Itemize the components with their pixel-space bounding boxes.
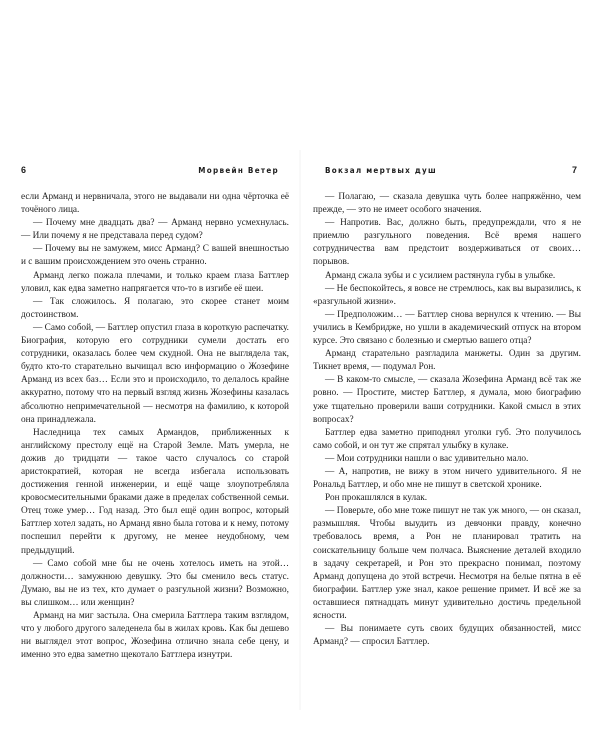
paragraph: — Полагаю, — сказала девушка чуть более напряжённо, чем прежде, — это не имеет особого значения. (313, 192, 581, 216)
paragraph: Арманд на миг застыла. Она смерила Баттлера таким взглядом, что у любого другого заледенела бы в жилах кровь. Как бы дешево ни выглядел этот вопрос, Жозефина отлично знала себе цену, и именно это едва заметно щекотало Баттлера изнутри. (21, 611, 289, 661)
left-page-body (21, 191, 289, 662)
right-page-body (313, 191, 581, 649)
left-running-head: Морвейн Ветер (198, 166, 279, 175)
paragraph: — Почему мне двадцать два? — Арманд нервно усмехнулась. — Или почему я не представала перед судом? (21, 218, 289, 242)
paragraph: — А, напротив, не вижу в этом ничего удивительного. Я не Рональд Баттлер, и обо мне не пишут в светской хронике. (313, 466, 581, 491)
paragraph: Арманд сжала зубы и с усилием растянула губы в улыбке. (325, 270, 556, 281)
book-spine-shadow (299, 150, 301, 710)
right-page (313, 164, 581, 649)
paragraph: — В каком-то смысле, — сказала Жозефина Арманд всё так же ровно. — Простите, мистер Баттлер, я думала, мою биографию уже тщательно проверили ваши сотрудники. Какой смысл в этих вопросах? (313, 375, 581, 425)
paragraph: Арманд легко пожала плечами, и только краем глаза Баттлер уловил, как едва заметно напрягается что-то в изгибе её шеи. (21, 270, 289, 294)
paragraph: — Мои сотрудники нашли о вас удивительно мало. (325, 453, 529, 464)
paragraph: — Само собой мне бы не очень хотелось иметь на этой… должности… замужнюю девушку. Это бы сменило весь статус. Думаю, вы не из тех, кто думает о разгульной жизни? Возможно, вы слишком… или женщин? (21, 558, 289, 608)
paragraph: — Поверьте, обо мне тоже пишут не так уж много, — он сказал, размышляя. Чтобы выудить из девчонки правду, конечно требовалось время, а Рон не планировал тратить на соискательницу больше чем полчаса. Выяснение деталей входило в задачу секретарей, и Рон это прекрасно понимал, поэтому Арманд допущена до этой встречи. Несмотря на белые пятна в её биографии. Баттлер уже знал, какое решение примет. И всё же за оставшиеся пятнадцать минут удивительно достичь предельной ясности. (313, 506, 581, 621)
left-page-header (21, 164, 289, 178)
paragraph: — Почему вы не замужем, мисс Арманд? С вашей внешностью и с вашим происхождением это очень странно. (21, 244, 289, 268)
paragraph: — Вы понимаете суть своих будущих обязанностей, мисс Арманд? — спросил Баттлер. (313, 624, 581, 648)
paragraph: — Так сложилось. Я полагаю, это скорее станет моим достоинством. (21, 296, 289, 320)
right-page-header (313, 164, 581, 178)
paragraph: Наследница тех самых Армандов, приближенных к английскому престолу ещё на Старой Земле. Мать умерла, не дожив до тридцати — такое часто случалось со старой аристократией, которая не всегда избегала использовать достижения генной инженерии, и ещё чаще злоупотребляла кровосмесительными браками даже в пределах собственной семьи. Отец тоже умер… Год назад. Это был ещё один вопрос, который Баттлер хотел задать, но Арманд явно была готова и к нему, потому поспешил перейти к другому, не менее неудобному, чем предыдущий. (21, 427, 289, 556)
right-running-head: Вокзал мертвых душ (325, 166, 437, 175)
right-page-number: 7 (571, 165, 577, 175)
paragraph: — Само собой, — Баттлер опустил глаза в короткую распечатку. Биография, которую его сотрудники сумели достать его сотрудники, оказалась более чем скудной. Она не выглядела так, будто кто-то старательно вычищал всю информацию о Жозефине Арманд из всех баз… Если это и происходило, то делалось крайне аккуратно, потому что на первый взгляд жизнь Жозефины казалась абсолютно непримечательной — несмотря на фамилию, к которой она принадлежала. (21, 322, 289, 425)
left-page-number: 6 (21, 165, 27, 175)
paragraph: если Арманд и нервничала, этого не выдавали ни одна чёрточка её точёного лица. (21, 192, 289, 216)
paragraph: Баттлер едва заметно приподнял уголки губ. Это получилось само собой, и он тут же спрятал улыбку в кулаке. (313, 427, 581, 451)
paragraph: — Предположим… — Баттлер снова вернулся к чтению. — Вы учились в Кембридже, но ушли в академический отпуск на втором курсе. Это связано с болезнью и смертью вашего отца? (313, 309, 581, 347)
paragraph: Рон прокашлялся в кулак. (325, 493, 428, 504)
left-page (21, 164, 289, 662)
paragraph: — Не беспокойтесь, я вовсе не стремлюсь, как вы выразились, к «разгульной жизни». (313, 283, 581, 307)
paragraph: — Напротив. Вас, должно быть, предупреждали, что я не приемлю разгульного поведения. Всё время нашего сотрудничества вам предстоит воздерживаться от своих… порывов. (313, 218, 581, 268)
paragraph: Арманд старательно разгладила манжеты. Один за другим. Тикнет время, — подумал Рон. (313, 349, 581, 373)
